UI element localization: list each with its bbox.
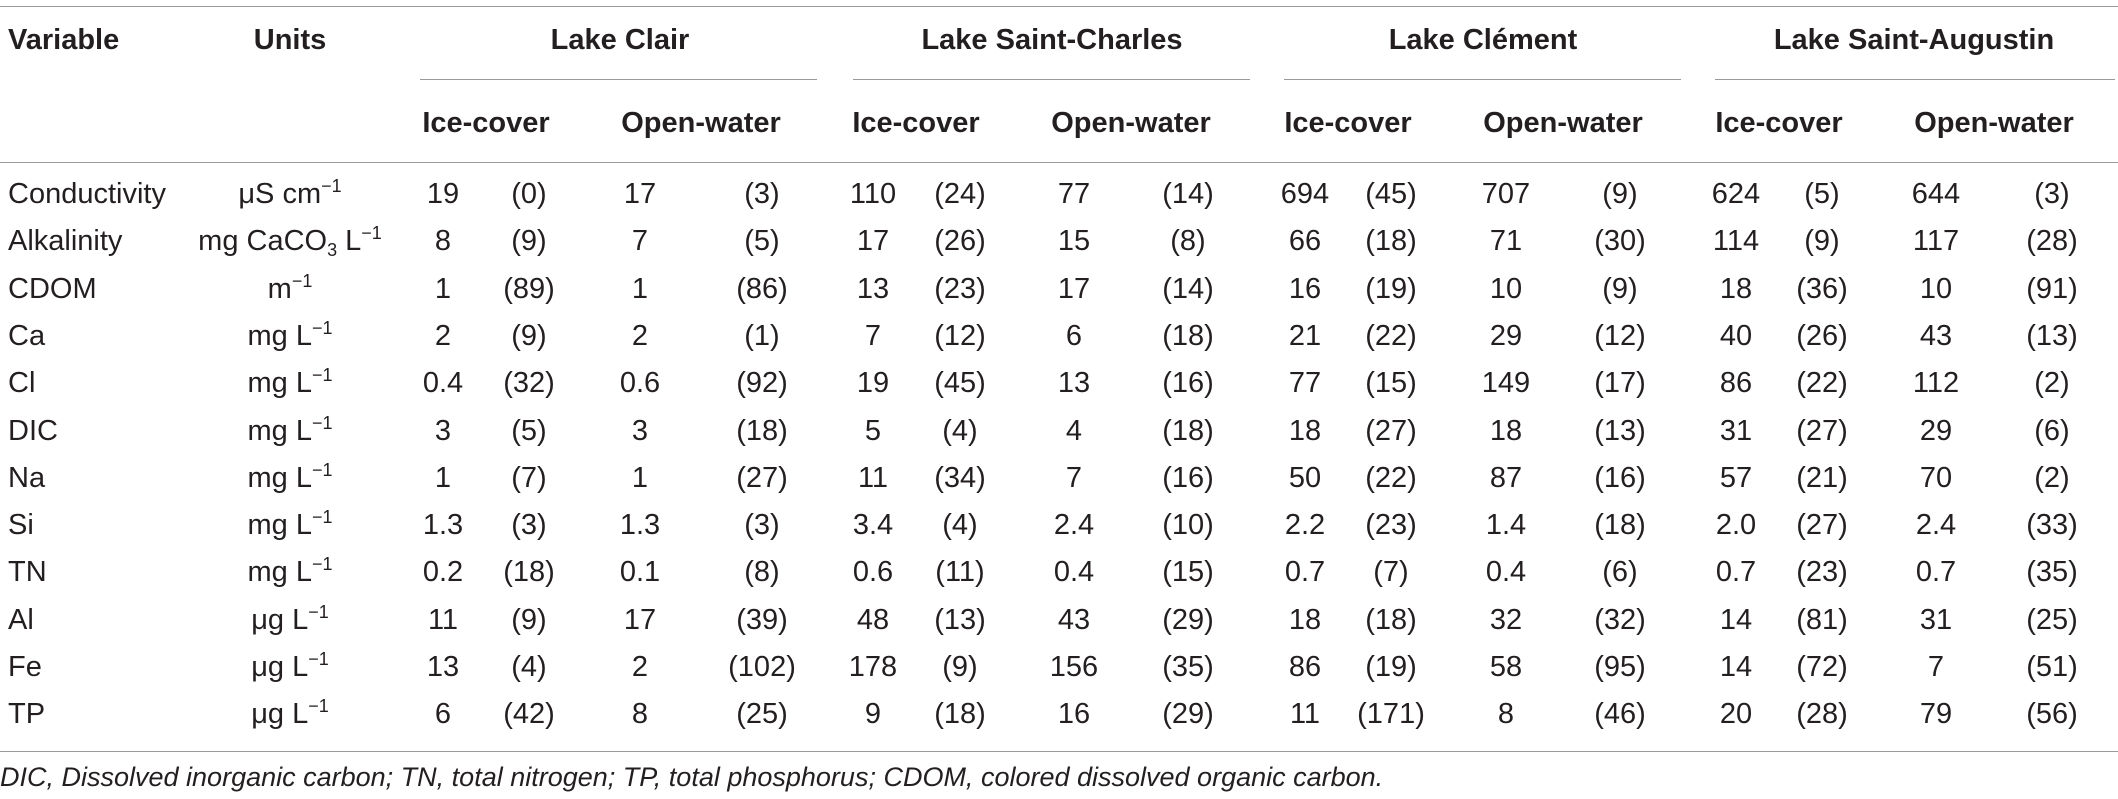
mean-value: 40 bbox=[1719, 320, 1753, 352]
units-pre: mg CaCO bbox=[198, 225, 328, 257]
mean-value: 6 bbox=[1065, 320, 1083, 352]
cv-value: (27) bbox=[1796, 415, 1848, 447]
cv-value: (12) bbox=[1594, 320, 1646, 352]
units-sup: −1 bbox=[311, 318, 333, 338]
units-cell bbox=[268, 270, 313, 308]
units-cell bbox=[247, 553, 332, 591]
mean-value: 0.7 bbox=[1715, 556, 1757, 588]
units-cell bbox=[238, 175, 341, 213]
cv-value: (8) bbox=[1170, 225, 1206, 257]
cv-value: (3) bbox=[511, 509, 547, 541]
mean-value: 70 bbox=[1919, 462, 1953, 494]
cv-value: (4) bbox=[511, 651, 547, 683]
cv-value: (34) bbox=[934, 462, 986, 494]
cv-value: (26) bbox=[1796, 320, 1848, 352]
mean-value: 6 bbox=[434, 698, 452, 730]
mean-value: 19 bbox=[426, 178, 460, 210]
mean-value: 156 bbox=[1049, 651, 1099, 683]
mean-value: 17 bbox=[1057, 273, 1091, 305]
cv-value: (25) bbox=[2026, 604, 2078, 636]
cv-value: (3) bbox=[744, 178, 780, 210]
season-open-water: Open-water bbox=[1914, 107, 2074, 139]
units-cell bbox=[251, 601, 329, 639]
units-cell bbox=[247, 459, 332, 497]
cv-value: (6) bbox=[1602, 556, 1638, 588]
table-footnote: DIC, Dissolved inorganic carbon; TN, total nitrogen; TP, total phosphorus; CDOM, colored dissolved organic carbon. bbox=[0, 762, 1384, 792]
cv-value: (30) bbox=[1594, 225, 1646, 257]
units-pre: mg L bbox=[247, 462, 312, 494]
cv-value: (21) bbox=[1796, 462, 1848, 494]
cv-value: (12) bbox=[934, 320, 986, 352]
variable-name: TP bbox=[8, 698, 46, 730]
units-pre: mg L bbox=[247, 320, 312, 352]
units-post: L bbox=[337, 225, 362, 257]
mean-value: 0.2 bbox=[422, 556, 464, 588]
cv-value: (7) bbox=[511, 462, 547, 494]
units-sup: −1 bbox=[311, 460, 333, 480]
units-sup: −1 bbox=[361, 223, 382, 243]
cv-value: (16) bbox=[1594, 462, 1646, 494]
cv-value: (19) bbox=[1365, 651, 1417, 683]
mean-value: 1 bbox=[631, 462, 649, 494]
units-sup: −1 bbox=[311, 507, 333, 527]
cv-value: (5) bbox=[1804, 178, 1840, 210]
mean-value: 13 bbox=[1057, 367, 1091, 399]
cv-value: (35) bbox=[1162, 651, 1214, 683]
cv-value: (42) bbox=[503, 698, 555, 730]
mean-value: 2.4 bbox=[1915, 509, 1957, 541]
mean-value: 10 bbox=[1919, 273, 1953, 305]
cv-value: (92) bbox=[736, 367, 788, 399]
mean-value: 29 bbox=[1919, 415, 1953, 447]
cv-value: (32) bbox=[503, 367, 555, 399]
header-units: Units bbox=[253, 24, 327, 56]
header-lake-clair: Lake Clair bbox=[550, 24, 690, 56]
mean-value: 18 bbox=[1489, 415, 1523, 447]
mean-value: 0.7 bbox=[1915, 556, 1957, 588]
units-pre: mg L bbox=[247, 509, 312, 541]
variable-name: CDOM bbox=[8, 273, 97, 305]
cv-value: (36) bbox=[1796, 273, 1848, 305]
units-cell bbox=[247, 412, 332, 450]
cv-value: (5) bbox=[744, 225, 780, 257]
season-open-water: Open-water bbox=[1483, 107, 1643, 139]
season-ice-cover: Ice-cover bbox=[852, 107, 980, 139]
units-pre: mg L bbox=[247, 367, 312, 399]
units-sub: 3 bbox=[327, 240, 338, 260]
units-sup: −1 bbox=[308, 696, 329, 716]
mean-value: 11 bbox=[857, 462, 889, 494]
mean-value: 86 bbox=[1719, 367, 1753, 399]
mean-value: 4 bbox=[1065, 415, 1083, 447]
variable-name: DIC bbox=[8, 415, 58, 447]
mean-value: 79 bbox=[1919, 698, 1953, 730]
units-pre: μg L bbox=[251, 651, 309, 683]
cv-value: (18) bbox=[934, 698, 986, 730]
cv-value: (22) bbox=[1365, 320, 1417, 352]
header-variable: Variable bbox=[8, 24, 120, 56]
cv-value: (6) bbox=[2034, 415, 2070, 447]
mean-value: 19 bbox=[856, 367, 890, 399]
mean-value: 5 bbox=[864, 415, 882, 447]
mean-value: 21 bbox=[1288, 320, 1322, 352]
cv-value: (29) bbox=[1162, 698, 1214, 730]
mean-value: 77 bbox=[1288, 367, 1322, 399]
mean-value: 1.4 bbox=[1485, 509, 1527, 541]
mean-value: 18 bbox=[1719, 273, 1753, 305]
cv-value: (13) bbox=[2026, 320, 2078, 352]
cv-value: (2) bbox=[2034, 462, 2070, 494]
mean-value: 15 bbox=[1057, 225, 1091, 257]
units-sup: −1 bbox=[308, 649, 329, 669]
cv-value: (51) bbox=[2026, 651, 2078, 683]
season-ice-cover: Ice-cover bbox=[1715, 107, 1843, 139]
units-sup: −1 bbox=[311, 554, 333, 574]
mean-value: 110 bbox=[849, 178, 897, 210]
mean-value: 0.1 bbox=[619, 556, 661, 588]
variable-name: Si bbox=[8, 509, 34, 541]
mean-value: 1 bbox=[631, 273, 649, 305]
cv-value: (22) bbox=[1365, 462, 1417, 494]
mean-value: 71 bbox=[1489, 225, 1523, 257]
cv-value: (56) bbox=[2026, 698, 2078, 730]
cv-value: (26) bbox=[934, 225, 986, 257]
mean-value: 114 bbox=[1712, 225, 1760, 257]
mean-value: 29 bbox=[1489, 320, 1523, 352]
mean-value: 17 bbox=[623, 178, 657, 210]
cv-value: (16) bbox=[1162, 462, 1214, 494]
header-lake-saint-augustin: Lake Saint-Augustin bbox=[1773, 24, 2055, 56]
units-cell bbox=[247, 317, 332, 355]
cv-value: (15) bbox=[1162, 556, 1214, 588]
units-pre: mg L bbox=[247, 556, 312, 588]
mean-value: 178 bbox=[848, 651, 898, 683]
cv-value: (28) bbox=[2026, 225, 2078, 257]
units-sup: −1 bbox=[311, 365, 333, 385]
mean-value: 77 bbox=[1057, 178, 1091, 210]
cv-value: (9) bbox=[511, 604, 547, 636]
cv-value: (4) bbox=[942, 415, 978, 447]
mean-value: 8 bbox=[631, 698, 649, 730]
units-pre: mg L bbox=[247, 415, 312, 447]
mean-value: 0.4 bbox=[1485, 556, 1527, 588]
header-lake-saint-charles: Lake Saint-Charles bbox=[921, 24, 1183, 56]
mean-value: 2.0 bbox=[1715, 509, 1757, 541]
cv-value: (89) bbox=[503, 273, 555, 305]
units-sup: −1 bbox=[311, 413, 333, 433]
cv-value: (24) bbox=[934, 178, 986, 210]
units-sup: −1 bbox=[308, 602, 329, 622]
mean-value: 7 bbox=[1927, 651, 1945, 683]
cv-value: (91) bbox=[2026, 273, 2078, 305]
mean-value: 694 bbox=[1280, 178, 1330, 210]
lake-saint-charles-underline bbox=[853, 79, 1250, 80]
mean-value: 644 bbox=[1911, 178, 1961, 210]
cv-value: (11) bbox=[935, 556, 985, 588]
cv-value: (14) bbox=[1162, 178, 1214, 210]
mean-value: 87 bbox=[1489, 462, 1523, 494]
mean-value: 1.3 bbox=[619, 509, 661, 541]
cv-value: (9) bbox=[511, 320, 547, 352]
mean-value: 2 bbox=[631, 651, 649, 683]
mean-value: 31 bbox=[1919, 604, 1953, 636]
cv-value: (18) bbox=[1162, 320, 1214, 352]
mean-value: 7 bbox=[631, 225, 649, 257]
units-pre: μg L bbox=[251, 698, 309, 730]
cv-value: (8) bbox=[744, 556, 780, 588]
header-rule bbox=[0, 162, 2118, 163]
mean-value: 31 bbox=[1719, 415, 1753, 447]
cv-value: (28) bbox=[1796, 698, 1848, 730]
mean-value: 1.3 bbox=[422, 509, 464, 541]
season-open-water: Open-water bbox=[1051, 107, 1211, 139]
cv-value: (32) bbox=[1594, 604, 1646, 636]
mean-value: 13 bbox=[856, 273, 890, 305]
cv-value: (27) bbox=[1796, 509, 1848, 541]
cv-value: (18) bbox=[1594, 509, 1646, 541]
variable-name: Na bbox=[8, 462, 46, 494]
mean-value: 20 bbox=[1719, 698, 1753, 730]
units-cell bbox=[198, 222, 382, 260]
variable-name: Alkalinity bbox=[8, 225, 123, 257]
cv-value: (19) bbox=[1365, 273, 1417, 305]
mean-value: 14 bbox=[1719, 651, 1753, 683]
cv-value: (7) bbox=[1373, 556, 1409, 588]
units-pre: μg L bbox=[251, 604, 309, 636]
mean-value: 16 bbox=[1057, 698, 1091, 730]
cv-value: (18) bbox=[736, 415, 788, 447]
cv-value: (13) bbox=[934, 604, 986, 636]
mean-value: 7 bbox=[864, 320, 882, 352]
mean-value: 11 bbox=[1289, 698, 1321, 730]
cv-value: (9) bbox=[1602, 273, 1638, 305]
cv-value: (18) bbox=[1365, 604, 1417, 636]
variable-name: Cl bbox=[8, 367, 36, 399]
cv-value: (23) bbox=[1796, 556, 1848, 588]
cv-value: (45) bbox=[934, 367, 986, 399]
mean-value: 2.4 bbox=[1053, 509, 1095, 541]
cv-value: (10) bbox=[1162, 509, 1214, 541]
mean-value: 1 bbox=[434, 273, 452, 305]
mean-value: 0.7 bbox=[1284, 556, 1326, 588]
mean-value: 707 bbox=[1481, 178, 1531, 210]
header-lake-clement: Lake Clément bbox=[1388, 24, 1578, 56]
cv-value: (14) bbox=[1162, 273, 1214, 305]
mean-value: 0.6 bbox=[852, 556, 894, 588]
season-ice-cover: Ice-cover bbox=[422, 107, 550, 139]
cv-value: (1) bbox=[744, 320, 780, 352]
cv-value: (17) bbox=[1594, 367, 1646, 399]
mean-value: 16 bbox=[1288, 273, 1322, 305]
lake-saint-augustin-underline bbox=[1715, 79, 2115, 80]
cv-value: (46) bbox=[1594, 698, 1646, 730]
units-sup: −1 bbox=[321, 176, 342, 196]
cv-value: (102) bbox=[728, 651, 796, 683]
variable-name: Conductivity bbox=[8, 178, 166, 210]
variable-name: TN bbox=[8, 556, 47, 588]
season-ice-cover: Ice-cover bbox=[1284, 107, 1412, 139]
units-cell bbox=[247, 364, 332, 402]
cv-value: (22) bbox=[1796, 367, 1848, 399]
units-cell bbox=[247, 506, 332, 544]
variable-name: Fe bbox=[8, 651, 42, 683]
mean-value: 10 bbox=[1489, 273, 1523, 305]
cv-value: (9) bbox=[1804, 225, 1840, 257]
mean-value: 18 bbox=[1288, 415, 1322, 447]
cv-value: (23) bbox=[934, 273, 986, 305]
mean-value: 149 bbox=[1481, 367, 1531, 399]
cv-value: (25) bbox=[736, 698, 788, 730]
cv-value: (0) bbox=[511, 178, 547, 210]
mean-value: 2.2 bbox=[1284, 509, 1326, 541]
mean-value: 48 bbox=[856, 604, 890, 636]
mean-value: 2 bbox=[434, 320, 452, 352]
cv-value: (9) bbox=[511, 225, 547, 257]
mean-value: 0.4 bbox=[1053, 556, 1095, 588]
cv-value: (4) bbox=[942, 509, 978, 541]
mean-value: 17 bbox=[856, 225, 890, 257]
mean-value: 11 bbox=[427, 604, 459, 636]
mean-value: 3.4 bbox=[852, 509, 894, 541]
cv-value: (15) bbox=[1365, 367, 1417, 399]
variable-name: Al bbox=[8, 604, 34, 636]
mean-value: 117 bbox=[1912, 225, 1960, 257]
cv-value: (9) bbox=[1602, 178, 1638, 210]
lake-clair-underline bbox=[420, 79, 817, 80]
mean-value: 0.6 bbox=[619, 367, 661, 399]
cv-value: (13) bbox=[1594, 415, 1646, 447]
mean-value: 8 bbox=[434, 225, 452, 257]
cv-value: (27) bbox=[1365, 415, 1417, 447]
cv-value: (3) bbox=[744, 509, 780, 541]
mean-value: 18 bbox=[1288, 604, 1322, 636]
mean-value: 112 bbox=[1912, 367, 1960, 399]
bottom-rule bbox=[0, 751, 2118, 752]
cv-value: (33) bbox=[2026, 509, 2078, 541]
cv-value: (86) bbox=[736, 273, 788, 305]
mean-value: 58 bbox=[1489, 651, 1523, 683]
cv-value: (18) bbox=[503, 556, 555, 588]
units-cell bbox=[251, 648, 329, 686]
cv-value: (16) bbox=[1162, 367, 1214, 399]
cv-value: (18) bbox=[1162, 415, 1214, 447]
mean-value: 17 bbox=[623, 604, 657, 636]
mean-value: 43 bbox=[1919, 320, 1953, 352]
cv-value: (95) bbox=[1594, 651, 1646, 683]
season-open-water: Open-water bbox=[621, 107, 781, 139]
cv-value: (35) bbox=[2026, 556, 2078, 588]
mean-value: 624 bbox=[1711, 178, 1761, 210]
mean-value: 32 bbox=[1489, 604, 1523, 636]
cv-value: (2) bbox=[2034, 367, 2070, 399]
units-pre: μS cm bbox=[238, 178, 322, 210]
cv-value: (3) bbox=[2034, 178, 2070, 210]
cv-value: (72) bbox=[1796, 651, 1848, 683]
cv-value: (23) bbox=[1365, 509, 1417, 541]
mean-value: 7 bbox=[1065, 462, 1083, 494]
mean-value: 0.4 bbox=[422, 367, 464, 399]
mean-value: 66 bbox=[1288, 225, 1322, 257]
variable-name: Ca bbox=[8, 320, 46, 352]
mean-value: 9 bbox=[864, 698, 882, 730]
mean-value: 50 bbox=[1288, 462, 1322, 494]
units-sup: −1 bbox=[291, 271, 313, 291]
top-rule bbox=[0, 6, 2118, 7]
mean-value: 1 bbox=[434, 462, 452, 494]
cv-value: (81) bbox=[1796, 604, 1848, 636]
mean-value: 43 bbox=[1057, 604, 1091, 636]
mean-value: 86 bbox=[1288, 651, 1322, 683]
mean-value: 14 bbox=[1719, 604, 1753, 636]
cv-value: (9) bbox=[942, 651, 978, 683]
mean-value: 8 bbox=[1497, 698, 1515, 730]
mean-value: 13 bbox=[426, 651, 460, 683]
cv-value: (171) bbox=[1357, 698, 1425, 730]
cv-value: (18) bbox=[1365, 225, 1417, 257]
cv-value: (27) bbox=[736, 462, 788, 494]
cv-value: (5) bbox=[511, 415, 547, 447]
units-cell bbox=[251, 695, 329, 733]
mean-value: 57 bbox=[1719, 462, 1753, 494]
cv-value: (39) bbox=[736, 604, 788, 636]
units-pre: m bbox=[267, 273, 292, 305]
lake-clement-underline bbox=[1284, 79, 1681, 80]
mean-value: 2 bbox=[631, 320, 649, 352]
mean-value: 3 bbox=[434, 415, 452, 447]
cv-value: (45) bbox=[1365, 178, 1417, 210]
mean-value: 3 bbox=[631, 415, 649, 447]
cv-value: (29) bbox=[1162, 604, 1214, 636]
